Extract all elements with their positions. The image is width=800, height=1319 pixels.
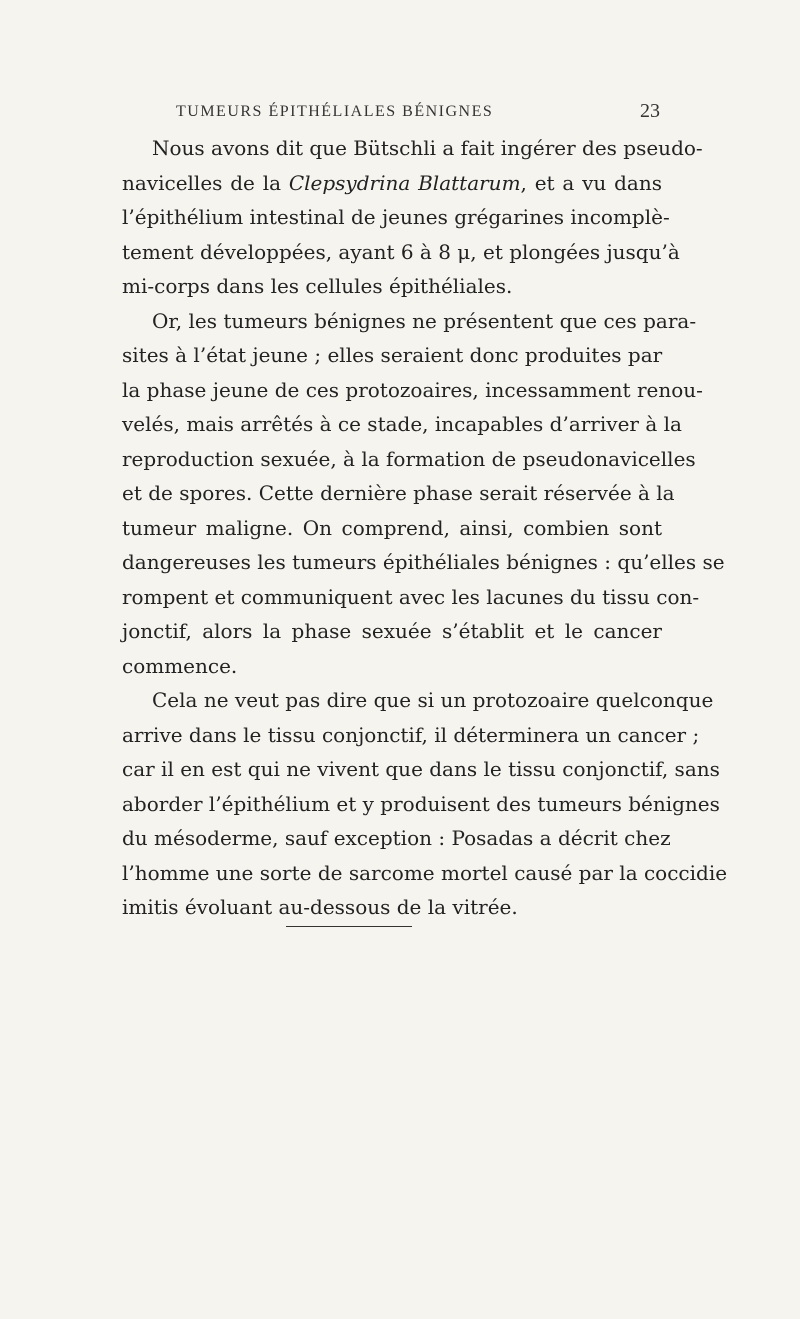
text-line [122, 166, 662, 201]
text-line: aborder l’épithélium et y produisent des tumeurs bénignes [122, 791, 720, 816]
text-line: du mésoderme, sauf exception : Posadas a décrit chez [122, 826, 671, 850]
text-line: rompent et communiquent avec les lacunes du tissu con- [122, 584, 700, 609]
text-line: commence. [122, 653, 238, 678]
text-line: Or, les tumeurs bénignes ne présentent que ces para- [152, 308, 697, 333]
text-line: sites à l’état jeune ; elles seraient donc produites par [122, 343, 663, 367]
text-line: l’épithélium intestinal de jeunes grégarines incomplè- [122, 205, 670, 229]
text-line: arrive dans le tissu conjonctif, il déterminera un cancer ; [122, 722, 700, 747]
running-title: TUMEURS ÉPITHÉLIALES BÉNIGNES [176, 103, 494, 120]
text-line: mi-corps dans les cellules épithéliales. [122, 274, 513, 298]
page-number: 23 [640, 100, 660, 122]
text-line: tement développées, ayant 6 à 8 μ, et plongées jusqu’à [122, 239, 680, 264]
text-fragment: , et a vu dans [520, 170, 662, 195]
text-line: jonctif, alors la phase sexuée s’établit et le cancer [122, 619, 662, 643]
section-divider [286, 926, 412, 927]
text-line: l’homme une sorte de sarcome mortel causé par la coccidie [122, 860, 728, 885]
text-line: et de spores. Cette dernière phase serait réservée à la [122, 481, 675, 505]
species-name: Clepsydrina Blattarum [288, 170, 521, 195]
text-fragment: navicelles de la [122, 170, 282, 195]
text-line: reproduction sexuée, à la formation de pseudonavicelles [122, 446, 696, 471]
text-line: Nous avons dit que Bütschli a fait ingérer des pseudo- [152, 136, 703, 160]
text-line: tumeur maligne. On comprend, ainsi, combien sont [122, 515, 662, 540]
body-text [122, 131, 728, 925]
text-line: imitis évoluant au-dessous de la vitrée. [122, 895, 518, 919]
text-line: velés, mais arrêtés à ce stade, incapables d’arriver à la [122, 412, 682, 436]
text-line: car il en est qui ne vivent que dans le tissu conjonctif, sans [122, 757, 720, 781]
text-line: la phase jeune de ces protozoaires, incessamment renou- [122, 377, 703, 402]
text-line: dangereuses les tumeurs épithéliales bénignes : qu’elles se [122, 550, 725, 574]
text-line: Cela ne veut pas dire que si un protozoaire quelconque [152, 688, 714, 712]
